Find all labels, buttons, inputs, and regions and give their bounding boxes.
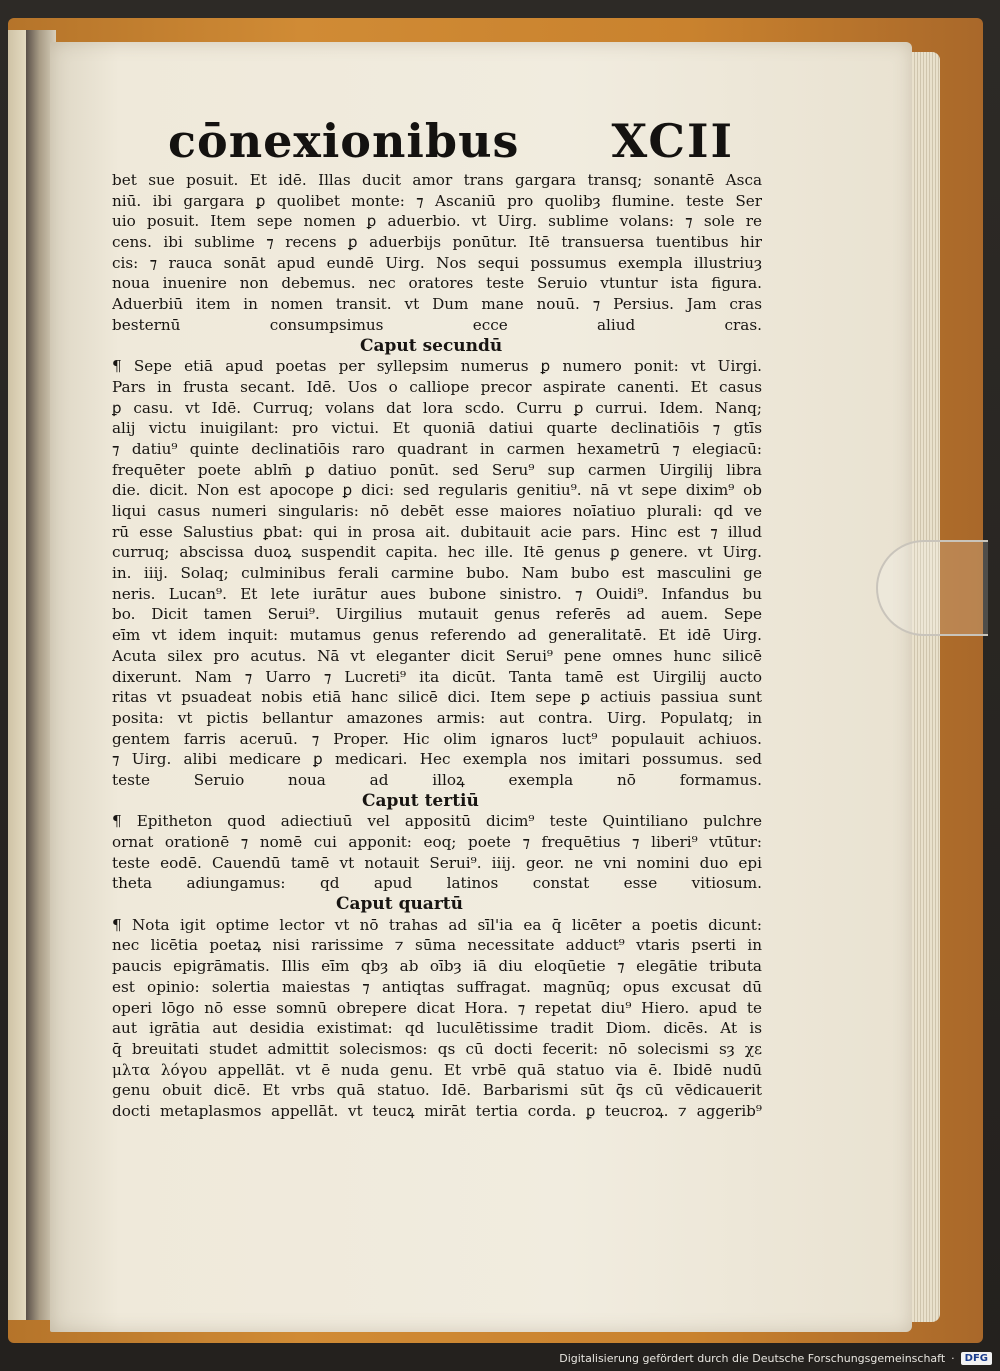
text-line: aut igrātia aut desidia existimat: qd luculētissime tradit Diom. dicēs. At is	[112, 1019, 762, 1038]
digitization-footer: Digitalisierung gefördert durch die Deutsche Forschungsgemeinschaft · DFG	[559, 1352, 992, 1365]
text-line: gentem farris aceruū. ⁊ Proper. Hic olim ignaros luct⁹ populauit achiuos.	[112, 729, 762, 748]
text-line: theta adiungamus: qd apud latinos constat esse vitiosum.	[112, 874, 762, 893]
text-section-3	[112, 811, 762, 894]
text-line: neris. Lucan⁹. Et lete iurātur aues bubone sinistro. ⁊ Ouidi⁹. Infandus bu	[112, 584, 762, 603]
text-line: dixerunt. Nam ⁊ Uarro ⁊ Lucreti⁹ ita dicūt. Tanta tamē est Uirgilij aucto	[112, 667, 762, 686]
text-section-1	[112, 170, 762, 336]
text-line: rū esse Salustius ꝑbat: qui in prosa ait. dubitauit acie pars. Hinc est ⁊ illud	[112, 522, 762, 541]
text-line: bet sue posuit. Et idē. Illas ducit amor trans gargara transq; sonantē Asca	[112, 171, 762, 189]
text-line: operi lōgo nō esse somnū obrepere dicat Hora. ⁊ repetat diu⁹ Hiero. apud te	[112, 998, 762, 1017]
text-block	[112, 170, 762, 1122]
page-header	[168, 114, 734, 174]
chapter-heading: Caput secundū	[360, 335, 503, 356]
text-line: alij victu inuigilant: pro victui. Et quoniā datiui quarte declinatiōis ⁊ gtīs	[112, 419, 762, 438]
chapter-heading: Caput tertiū	[362, 790, 479, 811]
text-line: uio posuit. Item sepe nomen ꝑ aduerbio. vt Uirg. sublime volans: ⁊ sole re	[112, 212, 762, 231]
text-section-4	[112, 915, 762, 1122]
text-line: posita: vt pictis bellantur amazones armis: aut contra. Uirg. Populatq; in	[112, 708, 762, 727]
text-line: curruq; abscissa duoꝝ suspendit capita. hec ille. Itē genus ꝑ genere. vt Uirg.	[112, 543, 762, 562]
text-line: ¶ Sepe etiā apud poetas per syllepsim numerus ꝑ numero ponit: vt Uirgi.	[112, 357, 762, 376]
text-line: cens. ibi sublime ⁊ recens ꝑ aduerbijs ponūtur. Itē transuersa tuentibus hir	[112, 233, 762, 252]
text-line: est opinio: solertia maiestas ⁊ antiqtas suffragat. magnūq; opus excusat dū	[112, 977, 762, 996]
text-line: paucis epigrāmatis. Illis eīm qbȝ ab oībȝ iā diu eloqūetie ⁊ elegātie tributa	[112, 957, 762, 976]
text-line: docti metaplasmos appellāt. vt teucꝝ mirāt tertia corda. ꝑ teucroꝝ. ⁊ aggerib⁹	[112, 1101, 762, 1120]
text-line: μλτα λόγου appellāt. vt ē nuda genu. Et vrbē quā statuo via ē. Ibidē nudū	[112, 1060, 762, 1079]
text-line: ornat orationē ⁊ nomē cui apponit: eoq; poete ⁊ frequētius ⁊ liberi⁹ vtūtur:	[112, 833, 762, 851]
text-line: Pars in frusta secant. Idē. Uos o calliope precor aspirate canenti. Et casus	[112, 377, 762, 396]
text-line: besternū consumpsimus ecce aliud cras.	[112, 315, 762, 334]
text-line: teste Seruio noua ad illoꝝ exempla nō formamus.	[112, 770, 762, 789]
chapter-heading: Caput quartū	[336, 894, 463, 915]
text-line: q̄ breuitati studet admittit solecismos: qs cū docti fecerit: nō solecismi sȝ χε	[112, 1039, 762, 1058]
text-line: in. iiij. Solaq; culminibus ferali carmine bubo. Nam bubo est masculini ge	[112, 564, 762, 583]
text-section-2	[112, 356, 762, 790]
text-line: teste eodē. Cauendū tamē vt notauit Serui⁹. iiij. geor. ne vni nomini duo epi	[112, 853, 762, 872]
text-line: Acuta silex pro acutus. Nā vt eleganter dicit Serui⁹ pene omnes hunc silicē	[112, 646, 762, 665]
page-clip	[876, 540, 988, 636]
text-line: frequēter poete ablm̄ ꝑ datiuo ponūt. sed Seru⁹ sup carmen Uirgilij libra	[112, 460, 762, 479]
running-head: cōnexionibus	[168, 114, 520, 168]
dfg-logo: DFG	[961, 1352, 992, 1365]
text-line: noua inuenire non debemus. nec oratores teste Seruio vtuntur ista figura.	[112, 274, 762, 293]
text-line: genu obuit dicē. Et vrbs quā statuo. Idē. Barbarismi sūt q̄s cū vēdicauerit	[112, 1081, 762, 1100]
folio-number: XCII	[611, 114, 734, 168]
text-line: eīm vt idem inquit: mutamus genus referendo ad generalitatē. Et idē Uirg.	[112, 626, 762, 645]
text-line: ¶ Nota igit optime lector vt nō trahas ad sīl'ia ea q̄ licēter a poetis dicunt:	[112, 915, 762, 934]
text-line: liqui casus numeri singularis: nō debēt esse maiores noīatiuo plurali: qd ve	[112, 502, 762, 520]
funding-credit: Digitalisierung gefördert durch die Deutsche Forschungsgemeinschaft	[559, 1352, 946, 1365]
text-line: cis: ⁊ rauca sonāt apud eundē Uirg. Nos sequi possumus exempla illustriuȝ	[112, 253, 762, 272]
text-line: ⁊ Uirg. alibi medicare ꝑ medicari. Hec exempla nos imitari possumus. sed	[112, 750, 762, 769]
book-page	[50, 42, 912, 1332]
text-line: nec licētia poetaꝝ nisi rarissime ⁊ sūma necessitate adduct⁹ vtaris pserti in	[112, 936, 762, 955]
text-line: ¶ Epitheton quod adiectiuū vel appositū dicim⁹ teste Quintiliano pulchre	[112, 812, 762, 831]
text-line: die. dicit. Non est apocope ꝑ dici: sed regularis genitiu⁹. nā vt sepe dixim⁹ ob	[112, 481, 762, 500]
text-line: Aduerbiū item in nomen transit. vt Dum mane nouū. ⁊ Persius. Jam cras	[112, 295, 762, 314]
text-line: ritas vt psuadeat nobis etiā hanc silicē dici. Item sepe ꝑ actiuis passiua sunt	[112, 688, 762, 707]
text-line: ⁊ datiu⁹ quinte declinatiōis raro quadrant in carmen hexametrū ⁊ elegiacū:	[112, 439, 762, 458]
facing-page-edge	[8, 30, 28, 1320]
text-line: niū. ibi gargara ꝑ quolibet monte: ⁊ Ascaniū pro quolibȝ flumine. teste Ser	[112, 191, 762, 210]
text-line: ꝑ casu. vt Idē. Curruq; volans dat lora scdo. Curru ꝑ currui. Idem. Nanq;	[112, 398, 762, 417]
text-line: bo. Dicit tamen Serui⁹. Uirgilius mutauit genus referēs ad auem. Sepe	[112, 605, 762, 624]
